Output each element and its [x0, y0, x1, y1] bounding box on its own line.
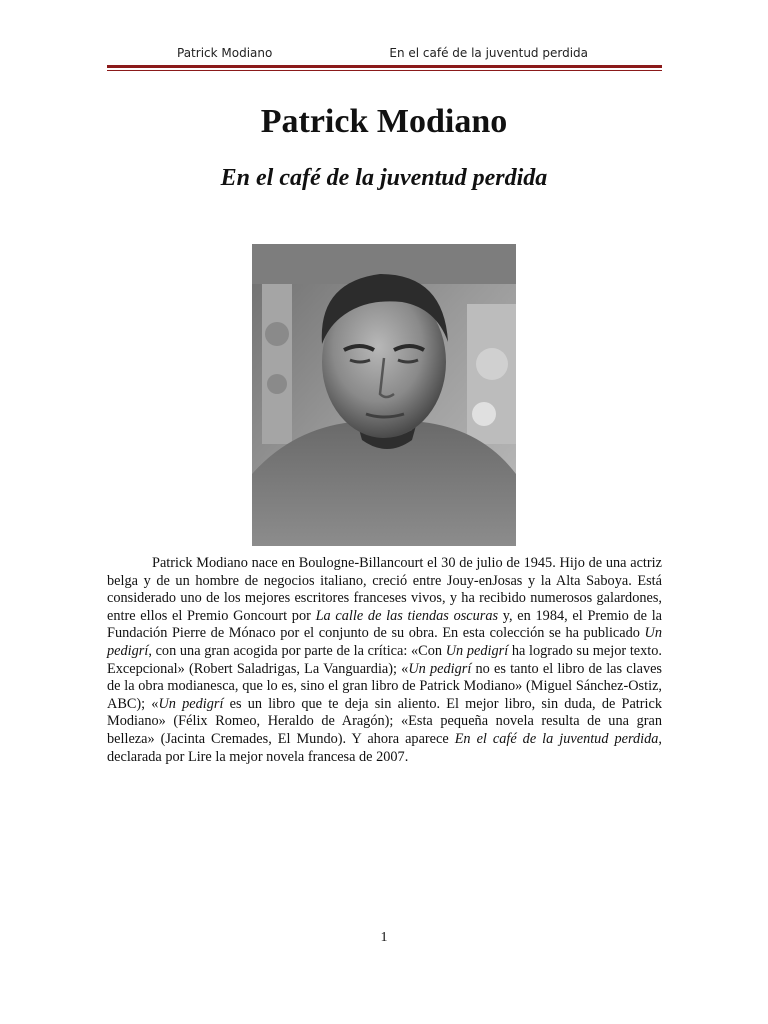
biography-text	[107, 555, 662, 766]
book-title: En el café de la juventud perdida	[220, 165, 548, 191]
bio-text-7: , declarada por Lire la mejor novela francesa de 2007.	[107, 730, 662, 765]
biography-paragraph	[107, 555, 662, 766]
header-book-title: En el café de la juventud perdida	[389, 46, 588, 60]
bio-text-3: , con una gran acogida por parte de la crítica: «Con	[148, 642, 446, 659]
bio-book-title-5: Un pedigrí	[158, 695, 224, 712]
page-number: 1	[380, 930, 388, 945]
header-rule-thin	[107, 70, 662, 71]
bio-book-title-1: La calle de las tiendas oscuras	[315, 607, 499, 624]
bio-text-6: es un libro que te deja sin aliento. El mejor libro, sin duda, de Patrick Modiano» (Félix Romeo, Heraldo de Aragón); «Esta pequeña novela resulta de una gran belleza» (Jacinta Cremades, El Mundo). Y ahora aparece	[107, 695, 662, 747]
bio-book-title-4: Un pedigrí	[408, 660, 472, 677]
bio-text-1: Patrick Modiano nace en Boulogne-Billancourt el 30 de julio de 1945. Hijo de una actriz belga y de un hombre de negocios italiano, creció entre Jouy-enJosas y la Alta Saboya. Está considerado uno de los mejores escritores franceses vivos, y ha recibido numerosos galardones, entre ellos el Premio Goncourt por	[107, 555, 662, 624]
bio-text-4: ha logrado su mejor texto. Excepcional» (Robert Saladrigas, La Vanguardia); «	[107, 642, 662, 677]
bio-text-5: no es tanto el libro de las claves de la obra modianesca, que lo es, sino el gran libro de Patrick Modiano» (Miguel Sánchez-Ostiz, ABC); «	[107, 660, 663, 712]
bio-book-title-2: Un pedigrí	[107, 625, 662, 659]
bio-text-2: y, en 1984, el Premio de la Fundación Pierre de Mónaco por el conjunto de su obra. En esta colección se ha publicado	[107, 607, 663, 642]
author-portrait	[252, 244, 516, 546]
bio-book-title-6: En el café de la juventud perdida	[454, 730, 659, 747]
book-author: Patrick Modiano	[260, 103, 508, 140]
bio-book-title-3: Un pedigrí	[445, 642, 509, 659]
header-rule-thick	[107, 65, 662, 68]
header-author: Patrick Modiano	[177, 46, 273, 60]
